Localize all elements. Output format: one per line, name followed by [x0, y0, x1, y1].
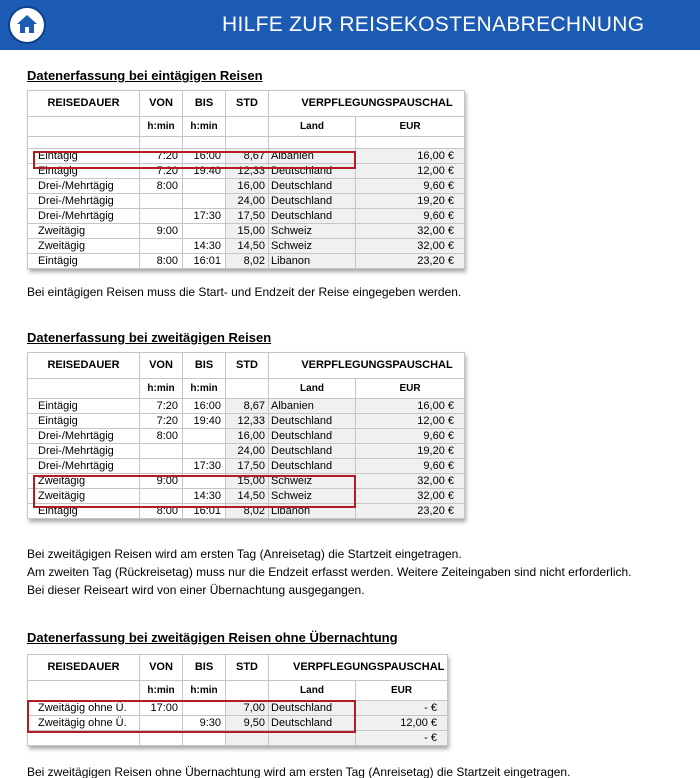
cell-von: 8:00: [140, 504, 183, 519]
subheader-eur: EUR: [356, 117, 465, 137]
subheader-hmin: h:min: [183, 379, 226, 399]
cell-reisedauer: Zweitägig: [28, 224, 140, 239]
cell-land: Deutschland: [269, 701, 356, 716]
cell-std: 16,00: [226, 179, 269, 194]
cell-land: Deutschland: [269, 716, 356, 731]
cell-land: Deutschland: [269, 459, 356, 474]
cell-reisedauer: Eintägig: [28, 414, 140, 429]
highlight-box: [27, 700, 356, 733]
column-header-von: VON: [140, 91, 183, 117]
cell-bis: 17:30: [183, 209, 226, 224]
cell-land: Albanien: [269, 149, 356, 164]
subheader-hmin: h:min: [140, 681, 183, 701]
spacer-cell: [226, 137, 269, 149]
cell-von: 7:20: [140, 164, 183, 179]
cell-von: 7:20: [140, 414, 183, 429]
table-eintaegig: [27, 90, 464, 269]
cell-std: 8,67: [226, 149, 269, 164]
page-title: HILFE ZUR REISEKOSTENABRECHNUNG: [222, 13, 645, 36]
cell-eur: 9,60 €: [356, 179, 465, 194]
cell-std: 8,02: [226, 254, 269, 269]
subheader-hmin: h:min: [183, 117, 226, 137]
cell-std: 24,00: [226, 444, 269, 459]
table-row: [28, 444, 465, 459]
subheader-empty: [226, 117, 269, 137]
cell-bis: [183, 224, 226, 239]
table-header-row: [28, 91, 465, 117]
column-header-std: STD: [226, 353, 269, 379]
table-subheader-row: [28, 117, 465, 137]
column-header-von: VON: [140, 353, 183, 379]
cell-reisedauer: Zweitägig: [28, 239, 140, 254]
cell-eur: 19,20 €: [356, 444, 465, 459]
cell-von: [140, 194, 183, 209]
description-text: Bei eintägigen Reisen muss die Start- und Endzeit der Reise eingegeben werden.: [27, 285, 462, 299]
cell-reisedauer: Eintägig: [28, 149, 140, 164]
table-row: [28, 414, 465, 429]
cell-bis: 16:01: [183, 504, 226, 519]
cell-eur: 12,00 €: [356, 164, 465, 179]
subheader-hmin: h:min: [183, 681, 226, 701]
cell-reisedauer: Drei-/Mehrtägig: [28, 209, 140, 224]
column-header-verpflegung: VERPFLEGUNGSPAUSCHAL: [269, 655, 448, 681]
cell-bis: [183, 179, 226, 194]
spacer-cell: [183, 137, 226, 149]
cell-eur: 9,60 €: [356, 429, 465, 444]
cell-land: Deutschland: [269, 444, 356, 459]
spacer-cell: [28, 137, 140, 149]
table-row: [28, 224, 465, 239]
description-text: Bei zweitägigen Reisen ohne Übernachtung wird am ersten Tag (Anreisetag) die Startzeit eingetragen.: [27, 765, 571, 778]
cell-eur: - €: [356, 701, 448, 716]
cell-eur: 32,00 €: [356, 474, 465, 489]
subheader-empty: [226, 681, 269, 701]
cell-std: 24,00: [226, 194, 269, 209]
cell-std: 12,33: [226, 164, 269, 179]
cell-reisedauer: Zweitägig ohne Ü.: [28, 701, 140, 716]
subheader-empty: [28, 379, 140, 399]
table-subheader-row: [28, 681, 448, 701]
cell-von: [140, 459, 183, 474]
cell-std: 15,00: [226, 224, 269, 239]
subheader-land: Land: [269, 681, 356, 701]
cell-bis: 19:40: [183, 164, 226, 179]
cell-bis: 16:01: [183, 254, 226, 269]
table-header-row: [28, 353, 465, 379]
cell-von: 7:20: [140, 149, 183, 164]
cell-von: [140, 239, 183, 254]
cell-von: [140, 444, 183, 459]
cell-eur: 16,00 €: [356, 149, 465, 164]
cell-von: 8:00: [140, 429, 183, 444]
column-header-verpflegung: VERPFLEGUNGSPAUSCHAL: [269, 353, 465, 379]
cell-reisedauer: Drei-/Mehrtägig: [28, 179, 140, 194]
home-button[interactable]: [8, 6, 46, 44]
cell-reisedauer: Zweitägig: [28, 489, 140, 504]
column-header-std: STD: [226, 91, 269, 117]
cell-reisedauer: Zweitägig: [28, 474, 140, 489]
column-header-bis: BIS: [183, 655, 226, 681]
table-subheader-row: [28, 379, 465, 399]
cell-reisedauer: Eintägig: [28, 164, 140, 179]
subheader-eur: EUR: [356, 379, 465, 399]
spacer-cell: [140, 137, 183, 149]
cell-std: 15,00: [226, 474, 269, 489]
section-title-zweitaegig: Datenerfassung bei zweitägigen Reisen: [27, 330, 272, 345]
cell-eur: 16,00 €: [356, 399, 465, 414]
highlight-box: [33, 151, 356, 169]
description-text: Am zweiten Tag (Rückreisetag) muss nur die Endzeit erfasst werden. Weitere Zeiteingaben sind nicht erforderlich.: [27, 565, 632, 579]
description-text: Bei zweitägigen Reisen wird am ersten Tag (Anreisetag) die Startzeit eingetragen.: [27, 547, 462, 561]
cell-von: 8:00: [140, 254, 183, 269]
table-row: [28, 209, 465, 224]
cell-reisedauer: Drei-/Mehrtägig: [28, 429, 140, 444]
cell-land: Deutschland: [269, 429, 356, 444]
cell-reisedauer: Eintägig: [28, 254, 140, 269]
cell-von: 7:20: [140, 399, 183, 414]
cell-std: 8,02: [226, 504, 269, 519]
table-row: [28, 429, 465, 444]
cell-von: 8:00: [140, 179, 183, 194]
cell-land: Schweiz: [269, 489, 356, 504]
cell-land: Deutschland: [269, 209, 356, 224]
cell-std: 8,67: [226, 399, 269, 414]
table-row: [28, 399, 465, 414]
cell-eur: 23,20 €: [356, 254, 465, 269]
cell-std: 9,50: [226, 716, 269, 731]
cell-reisedauer: Eintägig: [28, 399, 140, 414]
table-header-row: [28, 655, 448, 681]
subheader-land: Land: [269, 379, 356, 399]
cell-land: Albanien: [269, 399, 356, 414]
cell-bis: [183, 429, 226, 444]
cell-bis: 14:30: [183, 489, 226, 504]
section-title-ohne-uebernachtung: Datenerfassung bei zweitägigen Reisen ohne Übernachtung: [27, 630, 398, 645]
cell-std: 17,50: [226, 459, 269, 474]
description-text: Bei dieser Reiseart wird von einer Übernachtung ausgegangen.: [27, 583, 365, 597]
cell-eur: 9,60 €: [356, 209, 465, 224]
cell-bis: 17:30: [183, 459, 226, 474]
column-header-bis: BIS: [183, 91, 226, 117]
column-header-von: VON: [140, 655, 183, 681]
cell-land: Schweiz: [269, 224, 356, 239]
subheader-empty: [28, 681, 140, 701]
column-header-bis: BIS: [183, 353, 226, 379]
cell-bis: 19:40: [183, 414, 226, 429]
cell-std: 14,50: [226, 489, 269, 504]
cell-bis: [183, 194, 226, 209]
cell-bis: 16:00: [183, 149, 226, 164]
subheader-empty: [226, 379, 269, 399]
subheader-hmin: h:min: [140, 117, 183, 137]
cell-std: 14,50: [226, 239, 269, 254]
cell-eur: - €: [356, 731, 448, 746]
cell-reisedauer: Zweitägig ohne Ü.: [28, 716, 140, 731]
cell-eur: 12,00 €: [356, 716, 448, 731]
cell-land: Schweiz: [269, 474, 356, 489]
cell-von: 9:00: [140, 224, 183, 239]
column-header-verpflegung: VERPFLEGUNGSPAUSCHAL: [269, 91, 465, 117]
cell-eur: 19,20 €: [356, 194, 465, 209]
cell-std: 12,33: [226, 414, 269, 429]
cell-eur: 32,00 €: [356, 489, 465, 504]
spacer-cell: [269, 137, 356, 149]
column-header-std: STD: [226, 655, 269, 681]
column-header-reisedauer: REISEDAUER: [28, 353, 140, 379]
table-row: [28, 194, 465, 209]
cell-bis: 14:30: [183, 239, 226, 254]
cell-reisedauer: Drei-/Mehrtägig: [28, 194, 140, 209]
table-row: [28, 459, 465, 474]
cell-land: Libanon: [269, 254, 356, 269]
spacer-cell: [356, 137, 465, 149]
section-title-eintaegig: Datenerfassung bei eintägigen Reisen: [27, 68, 263, 83]
cell-von: 17:00: [140, 701, 183, 716]
cell-land: Deutschland: [269, 179, 356, 194]
cell-land: Schweiz: [269, 239, 356, 254]
cell-reisedauer: Drei-/Mehrtägig: [28, 459, 140, 474]
table-row: [28, 179, 465, 194]
cell-reisedauer: Eintägig: [28, 504, 140, 519]
cell-eur: 9,60 €: [356, 459, 465, 474]
subheader-hmin: h:min: [140, 379, 183, 399]
cell-von: 9:00: [140, 474, 183, 489]
cell-std: 17,50: [226, 209, 269, 224]
cell-bis: [183, 444, 226, 459]
table-row: [28, 239, 465, 254]
column-header-reisedauer: REISEDAUER: [28, 91, 140, 117]
page-header: [0, 0, 700, 50]
subheader-land: Land: [269, 117, 356, 137]
cell-bis: 16:00: [183, 399, 226, 414]
subheader-eur: EUR: [356, 681, 448, 701]
cell-bis: 9:30: [183, 716, 226, 731]
highlight-box: [33, 475, 356, 508]
cell-eur: 32,00 €: [356, 224, 465, 239]
cell-land: Libanon: [269, 504, 356, 519]
cell-land: Deutschland: [269, 164, 356, 179]
cell-eur: 12,00 €: [356, 414, 465, 429]
subheader-empty: [28, 117, 140, 137]
table-row: [28, 254, 465, 269]
cell-std: 16,00: [226, 429, 269, 444]
cell-von: [140, 209, 183, 224]
cell-std: 7,00: [226, 701, 269, 716]
cell-reisedauer: Drei-/Mehrtägig: [28, 444, 140, 459]
spacer-row: [28, 137, 465, 149]
cell-eur: 32,00 €: [356, 239, 465, 254]
cell-land: Deutschland: [269, 194, 356, 209]
cell-eur: 23,20 €: [356, 504, 465, 519]
home-icon: [16, 13, 38, 35]
column-header-reisedauer: REISEDAUER: [28, 655, 140, 681]
cell-land: Deutschland: [269, 414, 356, 429]
